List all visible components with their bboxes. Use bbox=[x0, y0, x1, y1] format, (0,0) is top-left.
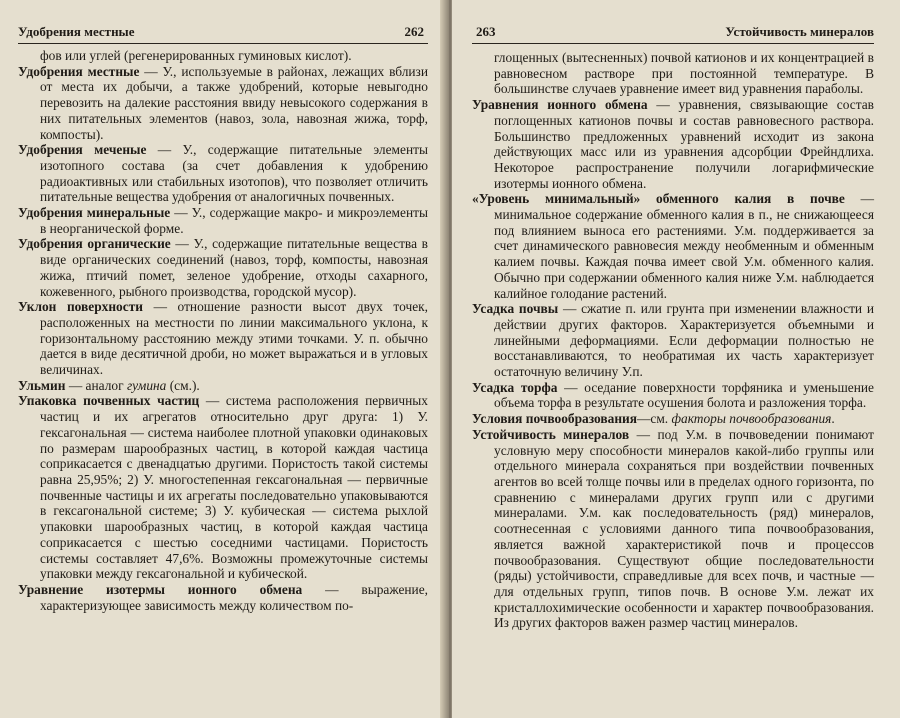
right-entries bbox=[472, 97, 874, 631]
dictionary-entry bbox=[472, 301, 874, 380]
entry-term: Удобрения органические bbox=[18, 236, 171, 252]
entry-term: Условия почвообразования bbox=[472, 411, 637, 427]
entry-term: «Уровень минимальный» обменного калия в почве bbox=[472, 191, 845, 207]
entry-term: Устойчивость минералов bbox=[472, 426, 630, 442]
entry-tail: (см.). bbox=[166, 377, 200, 393]
entry-definition: — сжатие п. или грунта при изменении влажности и действии других факторов. Характеризуется объемными и линейными деформациями. Если деформации полностью не восстанавливаются, то необратимая их часть характеризует остаточную величину У.п. bbox=[494, 301, 874, 380]
entry-term: Ульмин bbox=[18, 377, 66, 393]
left-page-number: 262 bbox=[404, 24, 424, 39]
entry-definition: —см. bbox=[637, 411, 672, 427]
entry-term: Усадка почвы bbox=[472, 301, 559, 317]
entry-definition: — аналог bbox=[65, 377, 127, 393]
right-page bbox=[452, 0, 900, 718]
entry-definition: — У., используемые в районах, лежащих вблизи от места их добычи, а также удобрений, которые невыгодно перевозить на далекие расстояния ввиду невысокого содержания в них питательных элементов (навоз, зола, навозная жижа, торф, компосты). bbox=[40, 63, 428, 142]
left-header-title: Удобрения местные bbox=[18, 24, 135, 39]
dictionary-entry bbox=[18, 205, 428, 236]
dictionary-entry bbox=[472, 426, 874, 631]
dictionary-entry bbox=[18, 377, 428, 394]
entry-term: Удобрения местные bbox=[18, 63, 140, 79]
entry-term: Усадка торфа bbox=[472, 379, 558, 395]
entry-definition: — система расположения первичных частиц и их агрегатов относительно друг друга: 1) У. гексагональная — система наиболее плотной упаковки одинаковых по размерам шарообразных частиц, в которой каждая частица соприкасается с двенадцатью другими. Пористость такой системы равна 25,95%; 2) У. многостепенная гексагональная — первичные почвенные частицы и их агрегаты последовательно упаковываются в гексагональной системе; 3) У. кубическая — система рыхлой упаковки шарообразных частиц, в которой каждая частица соприкасается с шестью соседними частицами. Пористость системы составляет 47,6%. Возможны промежуточные системы упаковки между гексагональной и кубической. bbox=[40, 393, 428, 582]
right-page-number: 263 bbox=[476, 24, 496, 39]
entry-term: Упаковка почвенных частиц bbox=[18, 393, 200, 409]
entry-term: Уклон поверхности bbox=[18, 299, 143, 315]
entry-tail: . bbox=[831, 411, 835, 427]
entry-definition: — минимальное содержание обменного калия в п., не снижающееся под влиянием выноса его растениями. У.м. поддерживается за счет динамического равновесия между необменным и обменным калием почвы. Каждая почва имеет свой У.м. обменного калия. Обычно при содержании обменного калия ниже У.м. наблюдается калийное голодание растений. bbox=[494, 191, 874, 301]
left-running-header bbox=[18, 24, 428, 44]
dictionary-entry bbox=[18, 236, 428, 299]
right-running-header bbox=[472, 24, 874, 44]
entry-definition: — У., содержащие макро- и микроэлементы в неорганической форме. bbox=[40, 205, 428, 236]
entry-cross-reference: гумина bbox=[126, 377, 167, 393]
dictionary-entry bbox=[472, 379, 874, 411]
entry-definition: — У., содержащие питательные вещества в виде органических соединений (навоз, торф, компосты, навозная жижа, птичий помет, зеленое удобрение, отходы сахарного, кожевенного, рыбного производства, городской мусор). bbox=[40, 236, 428, 299]
entry-definition: — оседание поверхности торфяника и уменьшение объема торфа в результате осушения болота и разложения торфа. bbox=[494, 379, 874, 411]
dictionary-entry bbox=[18, 299, 428, 378]
right-header-title: Устойчивость минералов bbox=[725, 24, 874, 39]
left-continuation-text: фов или углей (регенерированных гуминовых кислот). bbox=[40, 48, 352, 63]
dictionary-entry bbox=[18, 581, 429, 613]
dictionary-entry bbox=[472, 191, 874, 301]
entry-term: Уравнения ионного обмена bbox=[472, 97, 648, 113]
entry-term: Удобрения минеральные bbox=[18, 205, 171, 221]
entry-definition: — уравнения, связывающие состав поглощенных катионов почвы и состав равновесного раствора. Большинство предложенных уравнений исходит из закона действующих масс или из уравнения адсорбции Фрейндлиха. Некоторое распространение получили логарифмические изотермы ионного обмена. bbox=[494, 97, 874, 191]
entry-cross-reference: факторы почвообразования bbox=[671, 411, 832, 427]
entry-definition: — выражение, характеризующее зависимость между количеством по- bbox=[40, 581, 429, 613]
entry-term: Уравнение изотермы ионного обмена bbox=[18, 581, 303, 597]
left-entries bbox=[18, 64, 428, 614]
entry-definition: — под У.м. в почвоведении понимают условную меру способности минералов какой-либо группы или отдельного минерала сохраняться при воздействии почвенных агентов во всей толще почвы или в пределах одного горизонта, по сравнению с минералами других групп или с другими минералами. У.м. как последовательность (ряд) минералов, соотнесенная с условиями данного типа почвообразования, является важной характеристикой почв и процессов почвообразования. Существуют общие последовательности (ряды) устойчивости, справедливые для всех почв, и частные — для отдельных групп, типов почв. В основе У.м. лежат их кристаллохимические особенности и характер почвообразования. Из других факторов важен размер частиц минералов. bbox=[494, 426, 874, 631]
left-page bbox=[0, 0, 448, 718]
entry-definition: — У., содержащие питательные элементы изотопного состава (за счет добавления к удобрению радиоактивных или стабильных изотопов), что позволяет отличить питательные вещества удобрения от аналогичных почвенных. bbox=[40, 142, 428, 205]
dictionary-entry bbox=[18, 393, 428, 582]
dictionary-entry bbox=[472, 97, 874, 191]
right-continuation-text: глощенных (вытесненных) почвой катионов и их концентрацией в равновесном растворе при постоянной температуре. В большинстве случаев уравнение имеет вид уравнения параболы. bbox=[494, 50, 874, 97]
entry-term: Удобрения меченые bbox=[18, 142, 147, 158]
dictionary-entry bbox=[18, 142, 428, 205]
dictionary-entry bbox=[472, 411, 874, 427]
dictionary-entry bbox=[18, 63, 428, 143]
entry-definition: — отношение разности высот двух точек, расположенных на местности по линии максимального уклона, к горизонтальному расстоянию между этими точками. У. п. обычно дается в виде десятичной дроби, но может выражаться и в угловых величинах. bbox=[40, 299, 428, 378]
